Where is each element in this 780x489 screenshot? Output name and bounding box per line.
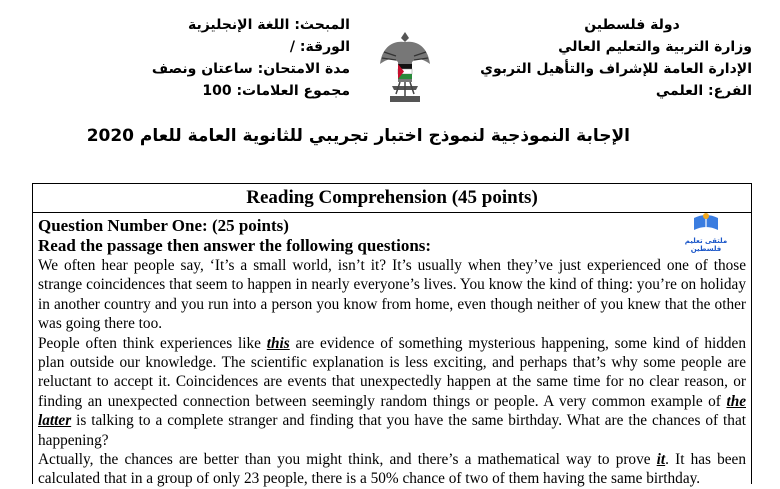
state-name: دولة فلسطين bbox=[584, 17, 680, 33]
ministry-name: وزارة التربية والتعليم العالي bbox=[558, 39, 752, 55]
book-icon bbox=[692, 212, 720, 232]
duration-label: مدة الامتحان: ساعتان ونصف bbox=[151, 61, 350, 77]
palestine-eagle-emblem bbox=[378, 28, 432, 106]
section-title: Reading Comprehension (45 points) bbox=[33, 184, 751, 213]
site-logo bbox=[671, 212, 741, 253]
highlighted-phrase-the-latter: the latter bbox=[38, 392, 746, 430]
passage-text: are evidence of something mysterious happening, some kind of hidden plan outside our knowledge. The scientific explanation is less exciting, and perhaps that’s why some people are reluctant to accept it. Coincidences are events that unexpectedly happen at the same time for no clear reason, or finding an unexpected connection between seemingly random things or people. A very common example of bbox=[38, 334, 746, 410]
reading-section bbox=[32, 183, 752, 488]
paper-label: الورقة: / bbox=[289, 39, 350, 55]
directorate-name: الإدارة العامة للإشراف والتأهيل التربوي bbox=[480, 61, 752, 77]
reading-passage bbox=[38, 256, 746, 489]
instruction: Read the passage then answer the following questions: bbox=[38, 236, 432, 255]
logo-text: ملتقى تعليم فلسطين bbox=[684, 237, 728, 253]
passage-paragraph-3 bbox=[38, 450, 746, 489]
question-content bbox=[33, 213, 751, 489]
total-marks-label: مجموع العلامات: 100 bbox=[202, 83, 350, 99]
passage-paragraph-1: We often hear people say, ‘It’s a small world, isn’t it? It’s usually when they’ve just experienced one of those strange coincidences that seem to happen in nearly everyone’s lives. You know the kind of thing: you’re on holiday in another country and you run into a person you know from home, even though neither of you knew that the other was going there too. bbox=[38, 257, 746, 333]
highlighted-word-this: this bbox=[266, 334, 290, 352]
header-left bbox=[140, 14, 350, 102]
question-number: Question Number One: (25 points) bbox=[38, 216, 289, 235]
passage-text: Actually, the chances are better than you might think, and there’s a mathematical way to prove bbox=[38, 451, 657, 469]
passage-text: is talking to a complete stranger and finding that you have the same birthday. What are the chances of that happening? bbox=[38, 412, 746, 449]
highlighted-word-it: it bbox=[656, 451, 666, 469]
subject-label: المبحث: اللغة الإنجليزية bbox=[187, 17, 350, 33]
passage-paragraph-2 bbox=[38, 334, 746, 450]
passage-text: People often think experiences like bbox=[38, 334, 267, 352]
branch-label: الفرع: العلمي bbox=[655, 83, 752, 99]
page-title: الإجابة النموذجية لنموذج اختبار تجريبي للثانوية العامة للعام 2020 bbox=[86, 126, 630, 146]
header-right bbox=[452, 14, 752, 102]
passage-text: . It has been calculated that in a group of only 23 people, there is a 50% chance of two of them having the same birthday. bbox=[38, 451, 746, 488]
